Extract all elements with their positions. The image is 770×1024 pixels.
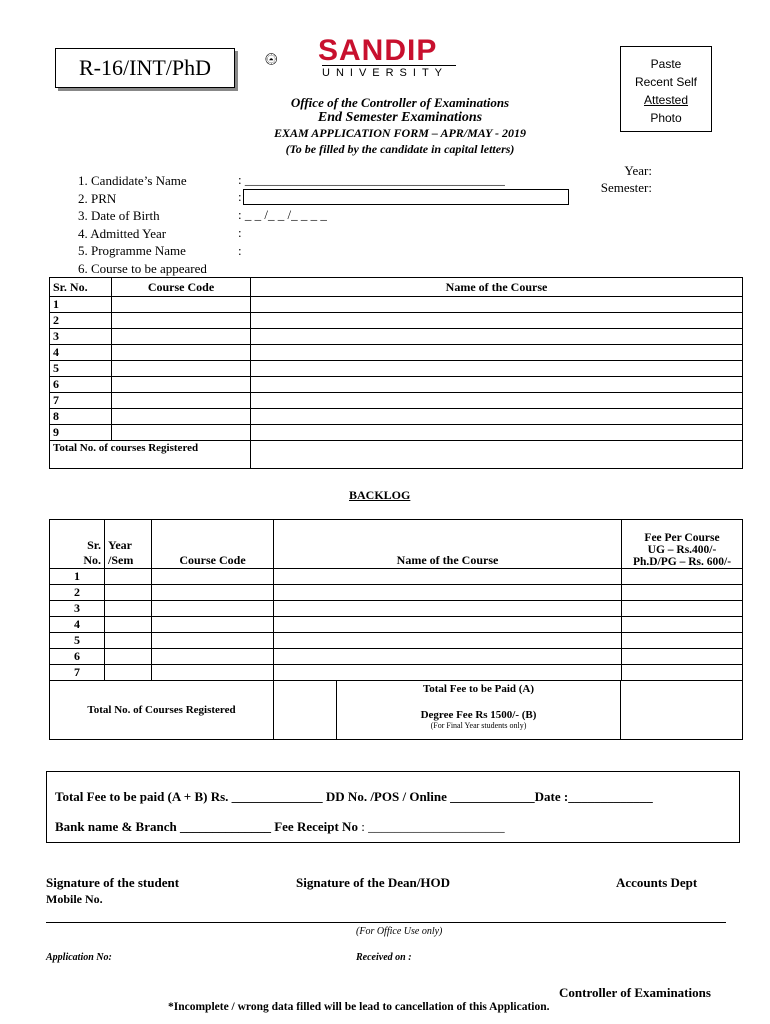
table-row bbox=[50, 585, 743, 601]
backlog-table bbox=[49, 519, 743, 740]
photo-text-1: Paste bbox=[650, 57, 682, 71]
row-number: 6 bbox=[50, 649, 105, 665]
year-cell[interactable] bbox=[105, 569, 152, 585]
fee-box bbox=[46, 771, 740, 843]
table-row bbox=[50, 345, 743, 361]
code-cell[interactable] bbox=[152, 601, 274, 617]
student-signature: Signature of the student bbox=[46, 875, 180, 890]
degree-fee: Degree Fee Rs 1500/- (B) bbox=[420, 709, 537, 721]
logo-sub: UNIVERSITY bbox=[322, 65, 456, 79]
name-cell[interactable] bbox=[274, 601, 622, 617]
course-name-cell[interactable] bbox=[251, 377, 743, 393]
table-row bbox=[50, 329, 743, 345]
name-cell[interactable] bbox=[274, 649, 622, 665]
table-row bbox=[50, 601, 743, 617]
col-code: Course Code bbox=[112, 278, 251, 297]
col-name: Name of the Course bbox=[274, 520, 622, 569]
year-label: Year bbox=[108, 538, 132, 552]
admitted-colon: : bbox=[238, 225, 242, 240]
fee-cell[interactable] bbox=[622, 569, 743, 585]
row-number: 5 bbox=[50, 361, 112, 377]
application-no: Application No: bbox=[46, 952, 112, 963]
mobile-label: Mobile No. bbox=[46, 892, 103, 906]
course-code-cell[interactable] bbox=[112, 409, 251, 425]
year-cell[interactable] bbox=[105, 601, 152, 617]
total-courses-cell[interactable] bbox=[251, 441, 743, 469]
year-label: Year: bbox=[624, 163, 652, 178]
backlog-title: BACKLOG bbox=[349, 488, 411, 502]
receipt-line: : _____________________ bbox=[357, 819, 505, 834]
table-row bbox=[50, 617, 743, 633]
field-label: 6. Course to be appeared bbox=[78, 260, 207, 276]
form-code: R-16/INT/PhD bbox=[79, 55, 211, 80]
col-sr: Sr. No. bbox=[50, 278, 112, 297]
row-number: 7 bbox=[50, 393, 112, 409]
bank-receipt-label: Bank name & Branch ______________ Fee Receipt No bbox=[55, 819, 358, 834]
table-row bbox=[50, 569, 743, 585]
year-cell[interactable] bbox=[105, 649, 152, 665]
course-name-cell[interactable] bbox=[251, 361, 743, 377]
row-number: 4 bbox=[50, 617, 105, 633]
col-name: Name of the Course bbox=[251, 278, 743, 297]
form-code-box bbox=[55, 48, 235, 88]
course-code-cell[interactable] bbox=[112, 425, 251, 441]
row-number: 9 bbox=[50, 425, 112, 441]
row-number: 3 bbox=[50, 329, 112, 345]
field-label: 3. Date of Birth bbox=[78, 208, 160, 224]
course-code-cell[interactable] bbox=[112, 361, 251, 377]
row-number: 8 bbox=[50, 409, 112, 425]
fee-cell[interactable] bbox=[622, 665, 743, 681]
course-name-cell[interactable] bbox=[251, 329, 743, 345]
degree-note: (For Final Year students only) bbox=[430, 721, 527, 730]
col-code: Course Code bbox=[152, 520, 274, 569]
row-number: 1 bbox=[50, 297, 112, 313]
code-cell[interactable] bbox=[152, 569, 274, 585]
code-cell[interactable] bbox=[152, 617, 274, 633]
fee-label-3: Ph.D/PG – Rs. 600/- bbox=[632, 556, 732, 568]
candidate-fields bbox=[78, 172, 207, 278]
fee-summary bbox=[337, 681, 620, 739]
course-table bbox=[49, 277, 743, 469]
year-cell[interactable] bbox=[105, 665, 152, 681]
fee-line-2[interactable] bbox=[55, 819, 505, 835]
semester-label: Semester: bbox=[600, 180, 652, 195]
row-number: 1 bbox=[50, 569, 105, 585]
accounts-signature: Accounts Dept bbox=[616, 875, 698, 890]
row-number: 2 bbox=[50, 313, 112, 329]
course-code-cell[interactable] bbox=[112, 393, 251, 409]
field-label: 2. PRN bbox=[78, 190, 117, 206]
fee-cell[interactable] bbox=[622, 617, 743, 633]
table-row bbox=[50, 633, 743, 649]
table-row bbox=[50, 393, 743, 409]
fee-label-2: UG – Rs.400/- bbox=[647, 544, 717, 556]
dean-signature: Signature of the Dean/HOD bbox=[296, 875, 450, 890]
fee-label-1: Fee Per Course bbox=[644, 532, 720, 544]
prn-colon: : bbox=[238, 189, 242, 204]
table-row bbox=[50, 409, 743, 425]
divider bbox=[46, 922, 726, 923]
fee-cell[interactable] bbox=[622, 585, 743, 601]
course-code-cell[interactable] bbox=[112, 345, 251, 361]
col-fee bbox=[622, 520, 743, 569]
code-cell[interactable] bbox=[152, 633, 274, 649]
course-name-cell[interactable] bbox=[251, 393, 743, 409]
code-cell[interactable] bbox=[152, 665, 274, 681]
backlog-total-input[interactable] bbox=[274, 681, 337, 739]
fee-cell[interactable] bbox=[622, 601, 743, 617]
backlog-total-label: Total No. of Courses Registered bbox=[50, 681, 274, 740]
name-line[interactable]: : ________________________________________ bbox=[238, 172, 505, 187]
col-sr bbox=[50, 520, 105, 569]
exam-title: End Semester Examinations bbox=[317, 110, 483, 125]
instruction: (To be filled by the candidate in capital letters) bbox=[285, 142, 515, 156]
course-name-cell[interactable] bbox=[251, 425, 743, 441]
dob-line[interactable]: : _ _ /_ _ /_ _ _ _ bbox=[238, 207, 327, 222]
course-name-cell[interactable] bbox=[251, 297, 743, 313]
row-number: 5 bbox=[50, 633, 105, 649]
field-label: 1. Candidate’s Name bbox=[78, 173, 187, 188]
university-logo-icon bbox=[265, 36, 317, 82]
course-name-cell[interactable] bbox=[251, 409, 743, 425]
row-number: 7 bbox=[50, 665, 105, 681]
course-code-cell[interactable] bbox=[112, 313, 251, 329]
fee-line-1[interactable]: Total Fee to be paid (A + B) Rs. ______________ DD No. /POS / Online _____________Date :_____________ bbox=[55, 789, 653, 804]
no-label: No. bbox=[83, 553, 101, 567]
photo-box bbox=[620, 46, 712, 132]
year-semester bbox=[588, 162, 652, 196]
row-number: 3 bbox=[50, 601, 105, 617]
fee-amount-cell[interactable] bbox=[620, 681, 742, 739]
photo-text-2: Recent Self bbox=[634, 75, 698, 89]
sem-label: /Sem bbox=[108, 553, 134, 567]
col-year bbox=[105, 520, 152, 569]
logo-name: SANDIP bbox=[318, 34, 438, 67]
course-name-cell[interactable] bbox=[251, 345, 743, 361]
row-number: 4 bbox=[50, 345, 112, 361]
row-number: 2 bbox=[50, 585, 105, 601]
table-row bbox=[50, 313, 743, 329]
name-cell[interactable] bbox=[274, 569, 622, 585]
total-fee-a: Total Fee to be Paid (A) bbox=[422, 683, 535, 695]
photo-text-4: Photo bbox=[650, 111, 682, 125]
field-label: 5. Programme Name bbox=[78, 243, 186, 259]
table-row bbox=[50, 665, 743, 681]
table-row bbox=[50, 649, 743, 665]
course-name-cell[interactable] bbox=[251, 313, 743, 329]
course-code-cell[interactable] bbox=[112, 377, 251, 393]
fee-cell[interactable] bbox=[622, 633, 743, 649]
programme-colon: : bbox=[238, 243, 242, 258]
total-courses-label: Total No. of courses Registered bbox=[50, 441, 251, 469]
year-cell[interactable] bbox=[105, 633, 152, 649]
name-cell[interactable] bbox=[274, 665, 622, 681]
row-number: 6 bbox=[50, 377, 112, 393]
code-cell[interactable] bbox=[152, 585, 274, 601]
photo-text-3: Attested bbox=[643, 93, 689, 107]
code-cell[interactable] bbox=[152, 649, 274, 665]
form-title: EXAM APPLICATION FORM – APR/MAY - 2019 bbox=[273, 126, 527, 140]
fee-cell[interactable] bbox=[622, 649, 743, 665]
table-row bbox=[50, 377, 743, 393]
field-label: 4. Admitted Year bbox=[78, 225, 167, 241]
year-cell[interactable] bbox=[105, 617, 152, 633]
name-cell[interactable] bbox=[274, 585, 622, 601]
sr-label: Sr. bbox=[87, 538, 101, 552]
office-title: Office of the Controller of Examinations bbox=[290, 95, 510, 110]
office-note: (For Office Use only) bbox=[356, 926, 443, 937]
name-cell[interactable] bbox=[274, 617, 622, 633]
prn-input[interactable] bbox=[243, 189, 569, 205]
table-row bbox=[50, 297, 743, 313]
footer-note: *Incomplete / wrong data filled will be lead to cancellation of this Application. bbox=[168, 1001, 550, 1013]
course-code-cell[interactable] bbox=[112, 329, 251, 345]
table-row bbox=[50, 361, 743, 377]
table-row bbox=[50, 425, 743, 441]
controller-label: Controller of Examinations bbox=[559, 985, 711, 1000]
backlog-fee-summary bbox=[274, 681, 743, 740]
name-cell[interactable] bbox=[274, 633, 622, 649]
received-on: Received on : bbox=[356, 952, 412, 963]
course-code-cell[interactable] bbox=[112, 297, 251, 313]
year-cell[interactable] bbox=[105, 585, 152, 601]
